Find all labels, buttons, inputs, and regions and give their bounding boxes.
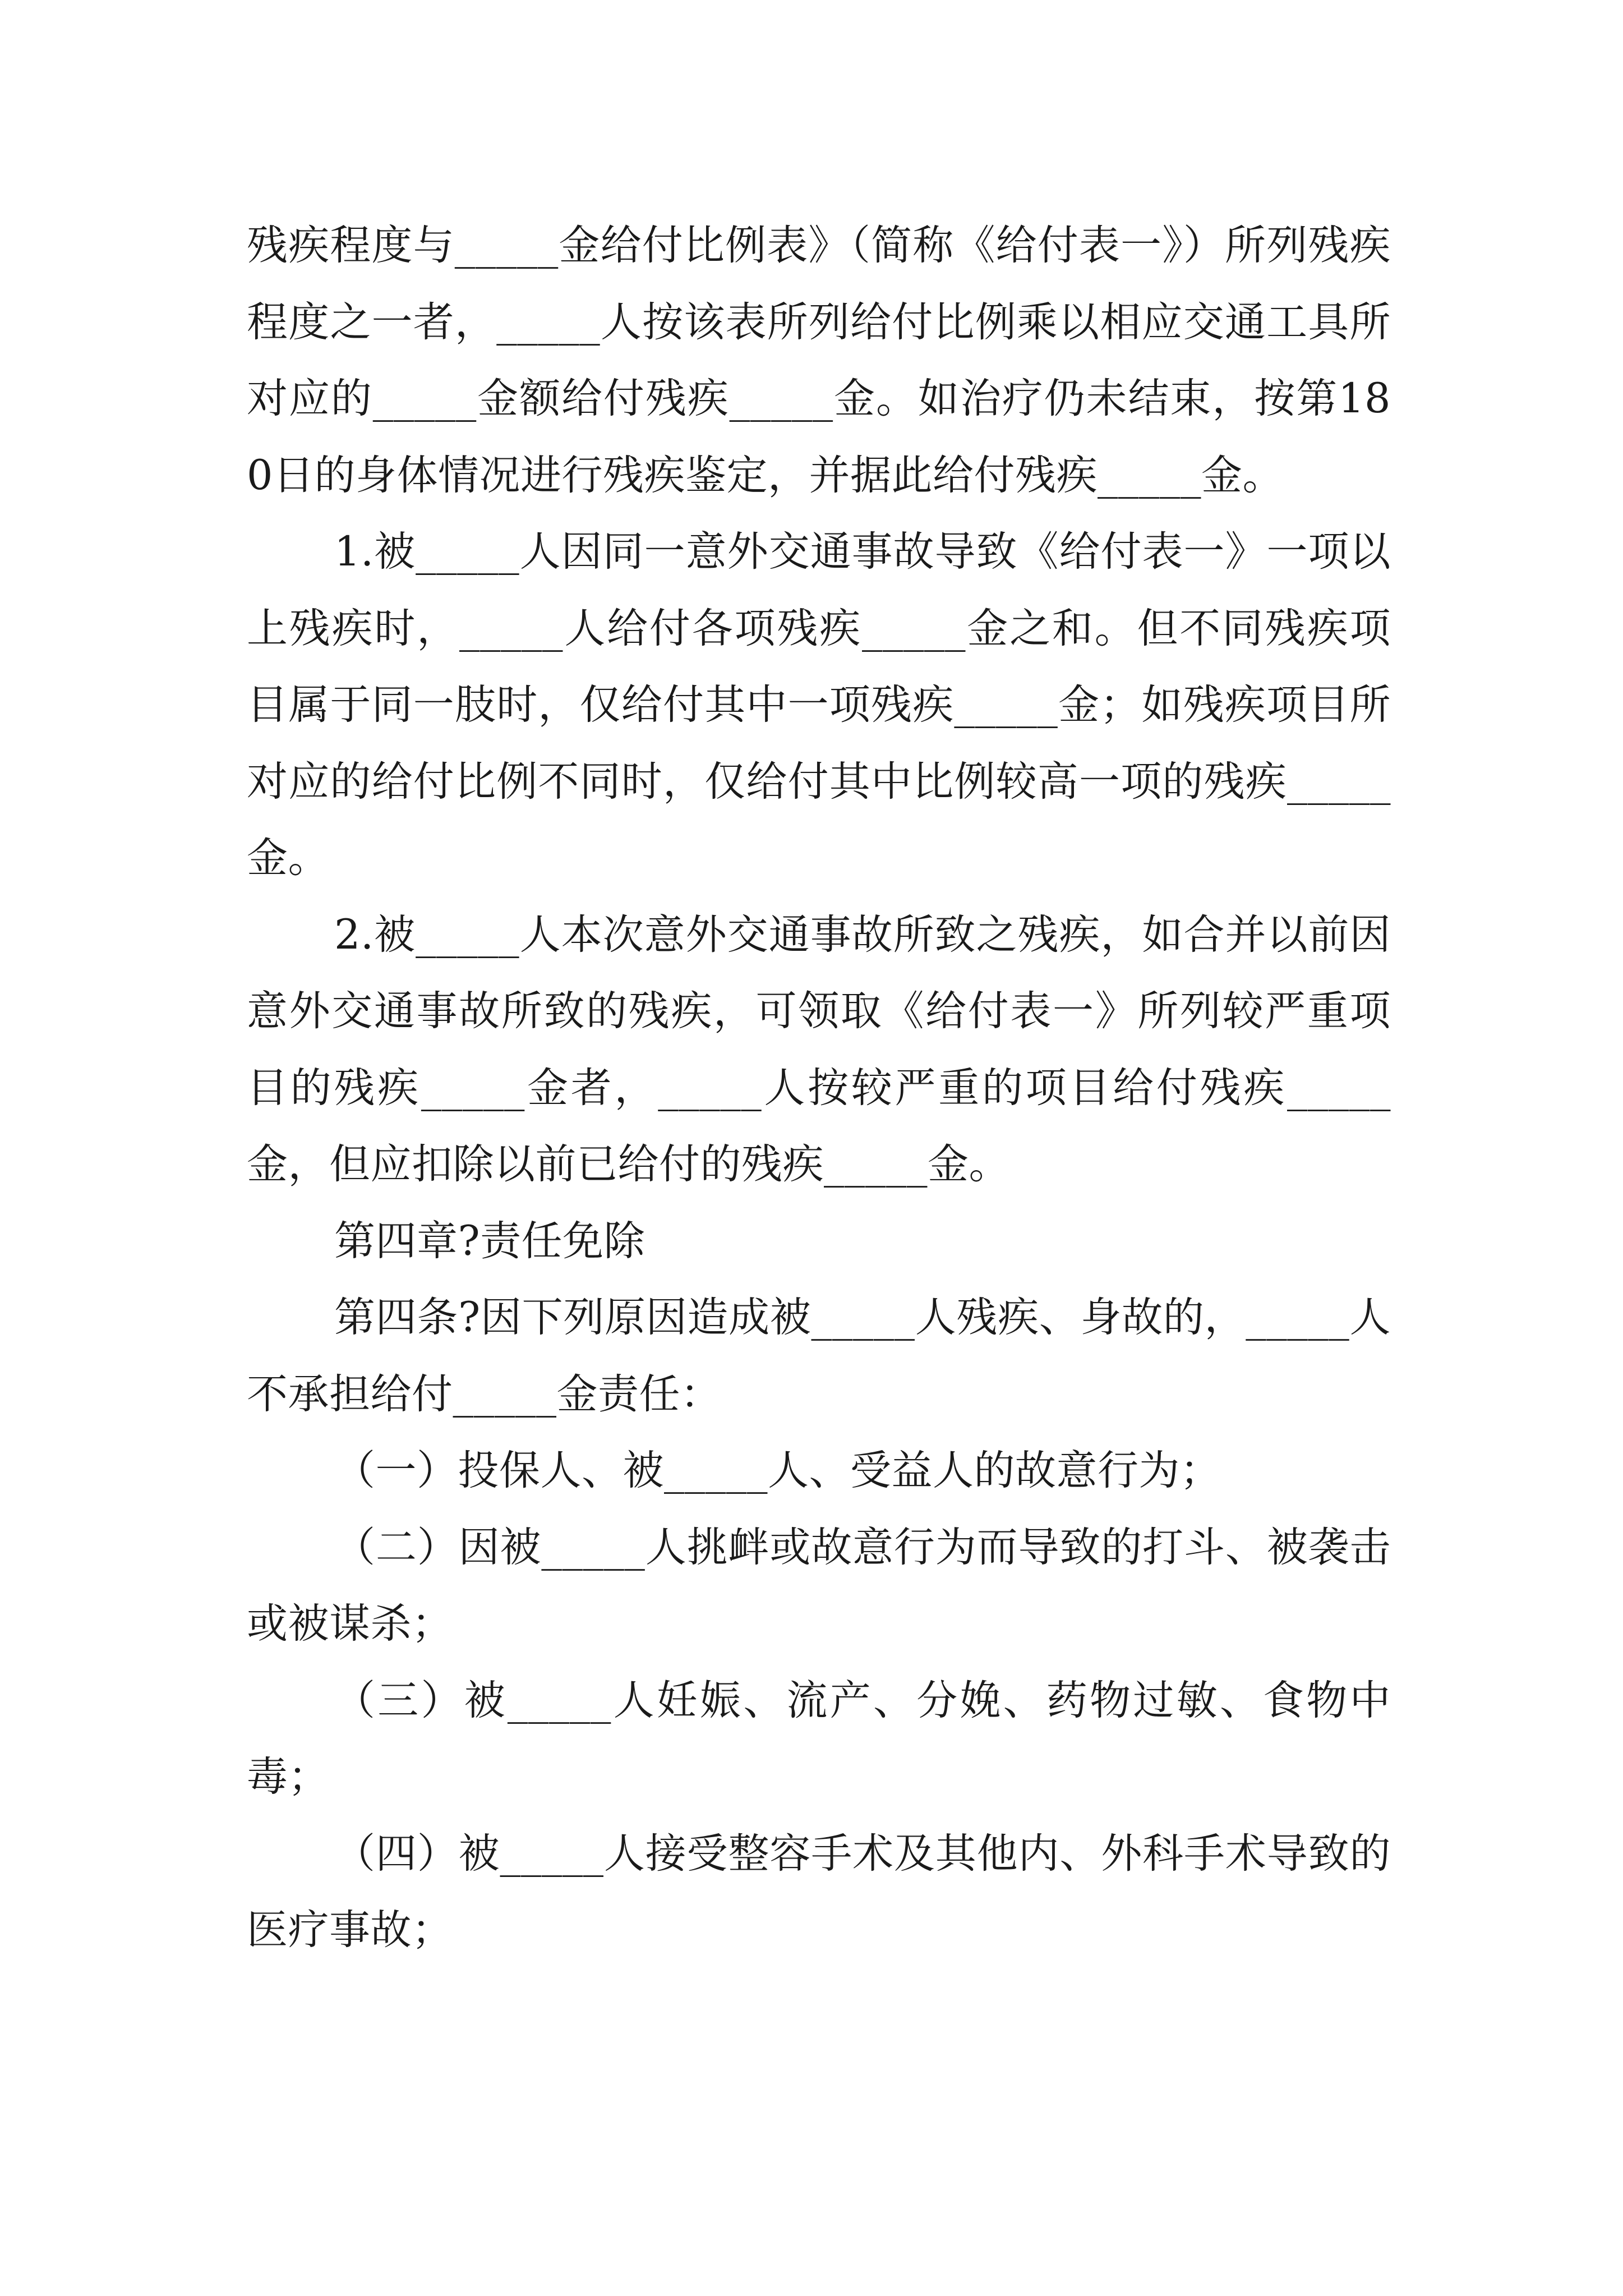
paragraph-item-1: 1.被_____人因同一意外交通事故导致《给付表一》一项以上残疾时，_____人给付各项残疾_____金之和。但不同残疾项目属于同一肢时，仅给付其中一项残疾_____金；如残疾项目所对应的给付比例不同时，仅给付其中比例较高一项的残疾_____金。 xyxy=(247,528,1391,882)
clause-3: （三）被_____人妊娠、流产、分娩、药物过敏、食物中毒； xyxy=(247,1676,1391,1801)
clause-4: （四）被_____人接受整容手术及其他内、外科手术导致的医疗事故； xyxy=(247,1829,1391,1954)
clause-1: （一）投保人、被_____人、受益人的故意行为； xyxy=(334,1447,1221,1494)
paragraph-continuation: 残疾程度与_____金给付比例表》（简称《给付表一》）所列残疾程度之一者，_____人按该表所列给付比例乘以相应交通工具所对应的_____金额给付残疾_____金。如治疗仍未结束，按第180日的身体情况进行残疾鉴定，并据此给付残疾_____金。 xyxy=(247,222,1391,499)
article-4: 第四条?因下列原因造成被_____人残疾、身故的，_____人不承担给付_____金责任： xyxy=(247,1294,1391,1418)
chapter-heading: 第四章?责任免除 xyxy=(334,1217,645,1265)
paragraph-item-2: 2.被_____人本次意外交通事故所致之残疾，如合并以前因意外交通事故所致的残疾，可领取《给付表一》所列较严重项目的残疾_____金者，_____人按较严重的项目给付残疾_____金，但应扣除以前已给付的残疾_____金。 xyxy=(247,910,1391,1188)
clause-2: （二）因被_____人挑衅或故意行为而导致的打斗、被袭击或被谋杀； xyxy=(247,1523,1391,1648)
document-body xyxy=(247,208,1391,1969)
